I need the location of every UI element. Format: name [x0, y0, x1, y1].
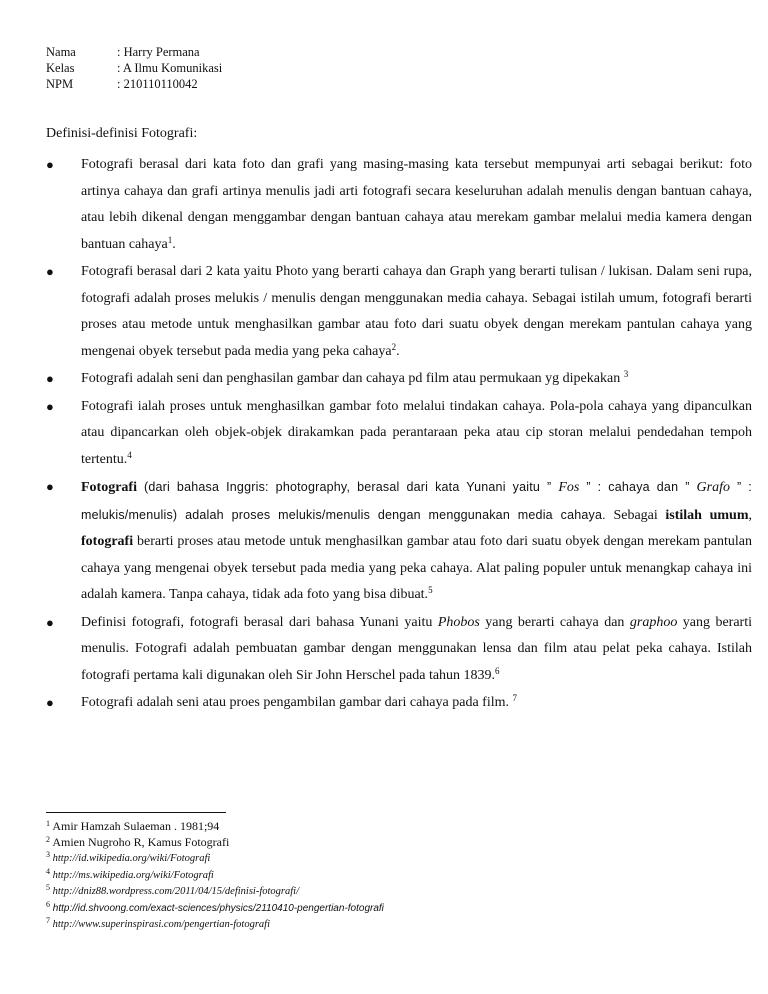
footnote: [46, 883, 384, 900]
bullet-icon: ●: [46, 398, 54, 414]
npm-row: [46, 76, 222, 92]
bullet-icon: ●: [46, 157, 54, 172]
footnote-ref: 6: [495, 665, 500, 676]
class-value: : A Ilmu Komunikasi: [117, 61, 223, 75]
list-item: [46, 610, 752, 690]
item-text: Fotografi berasal dari kata foto dan grafi yang masing-masing kata tersebut mempunyai arti sebagai berikut: foto artinya cahaya dan grafi artinya menulis jadi arti fotografi secara keseluruhan adalah menulis dengan bantuan cahaya, atau lebih dikenal dengan menggambar dengan bantuan cahaya atau merekam gambar melalui media kamera dengan bantuan cahaya: [81, 157, 752, 252]
name-value: : Harry Permana: [117, 45, 200, 59]
bullet-icon: ●: [46, 695, 54, 710]
footnote-number: 2: [46, 834, 50, 844]
footnote-link[interactable]: http://ms.wikipedia.org/wiki/Fotografi: [50, 869, 214, 881]
term-italic: Phobos: [437, 614, 480, 630]
footnote: [46, 819, 384, 835]
footnote-ref: 5: [428, 585, 433, 595]
footnote: [46, 916, 384, 933]
item-text: berarti proses atau metode untuk menghasilkan gambar atau foto dari suatu obyek dengan merekam pantulan cahaya yang mengenai obyek tersebut pada media yang peka cahaya. Alat paling populer untuk menangkap cahaya ini adalah kamera. Tanpa cahaya, tidak ada foto yang bisa dibuat.: [81, 534, 752, 602]
name-row: [46, 44, 222, 60]
student-info: [46, 44, 222, 92]
item-text-end: .: [396, 343, 400, 359]
list-item: [46, 152, 752, 258]
list-item: [46, 259, 752, 365]
item-text: ,: [748, 507, 752, 523]
section-heading: Definisi-definisi Fotografi:: [46, 126, 198, 141]
footnote: [46, 867, 384, 884]
footnote-text: Amir Hamzah Sulaeman . 1981;94: [50, 819, 220, 833]
footnote-link[interactable]: http://id.shvoong.com/exact-sciences/physics/2110410-pengertian-fotografi: [50, 902, 384, 914]
term-bold: Fotografi: [81, 480, 137, 495]
footnote-ref: 1: [167, 234, 173, 245]
footnote-ref: 3: [623, 369, 629, 379]
item-text: ” : cahaya dan ”: [579, 480, 697, 494]
footnote-link[interactable]: http://www.superinspirasi.com/pengertian-fotografi: [50, 919, 271, 930]
footnote-number: 1: [46, 819, 50, 828]
list-item: [46, 690, 752, 717]
term-italic: Grafo: [696, 480, 730, 495]
footnote-ref: 4: [127, 449, 132, 460]
term-italic: Fos: [558, 480, 580, 495]
class-label: Kelas: [46, 61, 75, 75]
footnote-link[interactable]: http://dniz88.wordpress.com/2011/04/15/definisi-fotografi/: [50, 886, 299, 897]
item-text: ” : melukis/menulis) adalah proses melukis/menulis dengan menggunakan media cahaya.: [81, 480, 752, 522]
class-row: [46, 60, 222, 76]
bullet-icon: ●: [46, 371, 54, 386]
bullet-icon: ●: [46, 264, 54, 279]
list-item: [46, 474, 752, 609]
item-text: Definisi fotografi, fotografi berasal dari bahasa Yunani yaitu: [81, 614, 438, 630]
bullet-icon: ●: [46, 479, 54, 494]
footnote-number: 6: [46, 899, 50, 909]
footnote-number: 7: [46, 916, 50, 925]
item-text: yang berarti menulis. Fotografi adalah pembuatan gambar dengan menggunakan lensa dan film atau pelat peka cahaya. Istilah fotografi pertama kali digunakan oleh Sir John Herschel pada tahun 1839.: [81, 614, 752, 683]
footnote-separator: [46, 812, 226, 813]
item-text: Sebagai: [605, 507, 666, 523]
footnote-number: 4: [46, 866, 50, 876]
footnote-link[interactable]: http://id.wikipedia.org/wiki/Fotografi: [50, 853, 211, 864]
footnote-text: Amien Nugroho R, Kamus Fotografi: [50, 834, 230, 849]
footnote: [46, 900, 384, 917]
footnote: [46, 850, 384, 867]
list-item: [46, 366, 752, 393]
item-text: Fotografi adalah seni dan penghasilan gambar dan cahaya pd film atau permukaan yg dipekakan: [81, 371, 624, 386]
footnote-number: 3: [46, 850, 50, 859]
term-italic: graphoo: [629, 614, 678, 630]
footnotes: [46, 819, 384, 933]
footnote-ref: 7: [512, 693, 517, 703]
item-text: (dari bahasa Inggris: photography, berasal dari kata Yunani yaitu ”: [136, 480, 559, 494]
item-text: Fotografi ialah proses untuk menghasilkan gambar foto melalui tindakan cahaya. Pola-pola cahaya yang dipanculkan atau dipancarkan oleh objek-objek dirakamkan pada perantaraan peka atau cip storan melalui pendedahan tempoh tertentu.: [81, 398, 752, 467]
item-text-end: .: [172, 236, 176, 252]
definition-list: [46, 152, 752, 718]
term-bold: fotografi: [81, 534, 134, 549]
item-text: Fotografi adalah seni atau proes pengambilan gambar dari cahaya pada film.: [81, 695, 513, 710]
footnote-number: 5: [46, 883, 50, 892]
list-item: [46, 394, 752, 474]
item-text: yang berarti cahaya dan: [479, 614, 630, 630]
npm-label: NPM: [46, 77, 74, 91]
footnote: [46, 835, 384, 851]
bullet-icon: ●: [46, 614, 54, 630]
item-text: Fotografi berasal dari 2 kata yaitu Photo yang berarti cahaya dan Graph yang berarti tulisan / lukisan. Dalam seni rupa, fotografi adalah proses melukis / menulis dengan menggunakan media cahaya. Sebagai istilah umum, fotografi berarti proses atau metode untuk menghasilkan gambar atau foto dari suatu obyek dengan merekam pantulan cahaya yang mengenai obyek tersebut pada media yang peka cahaya: [81, 264, 752, 359]
footnote-ref: 2: [391, 341, 397, 352]
name-label: Nama: [46, 45, 76, 59]
term-bold: istilah umum: [665, 507, 749, 523]
npm-value: : 210110110042: [117, 77, 198, 91]
